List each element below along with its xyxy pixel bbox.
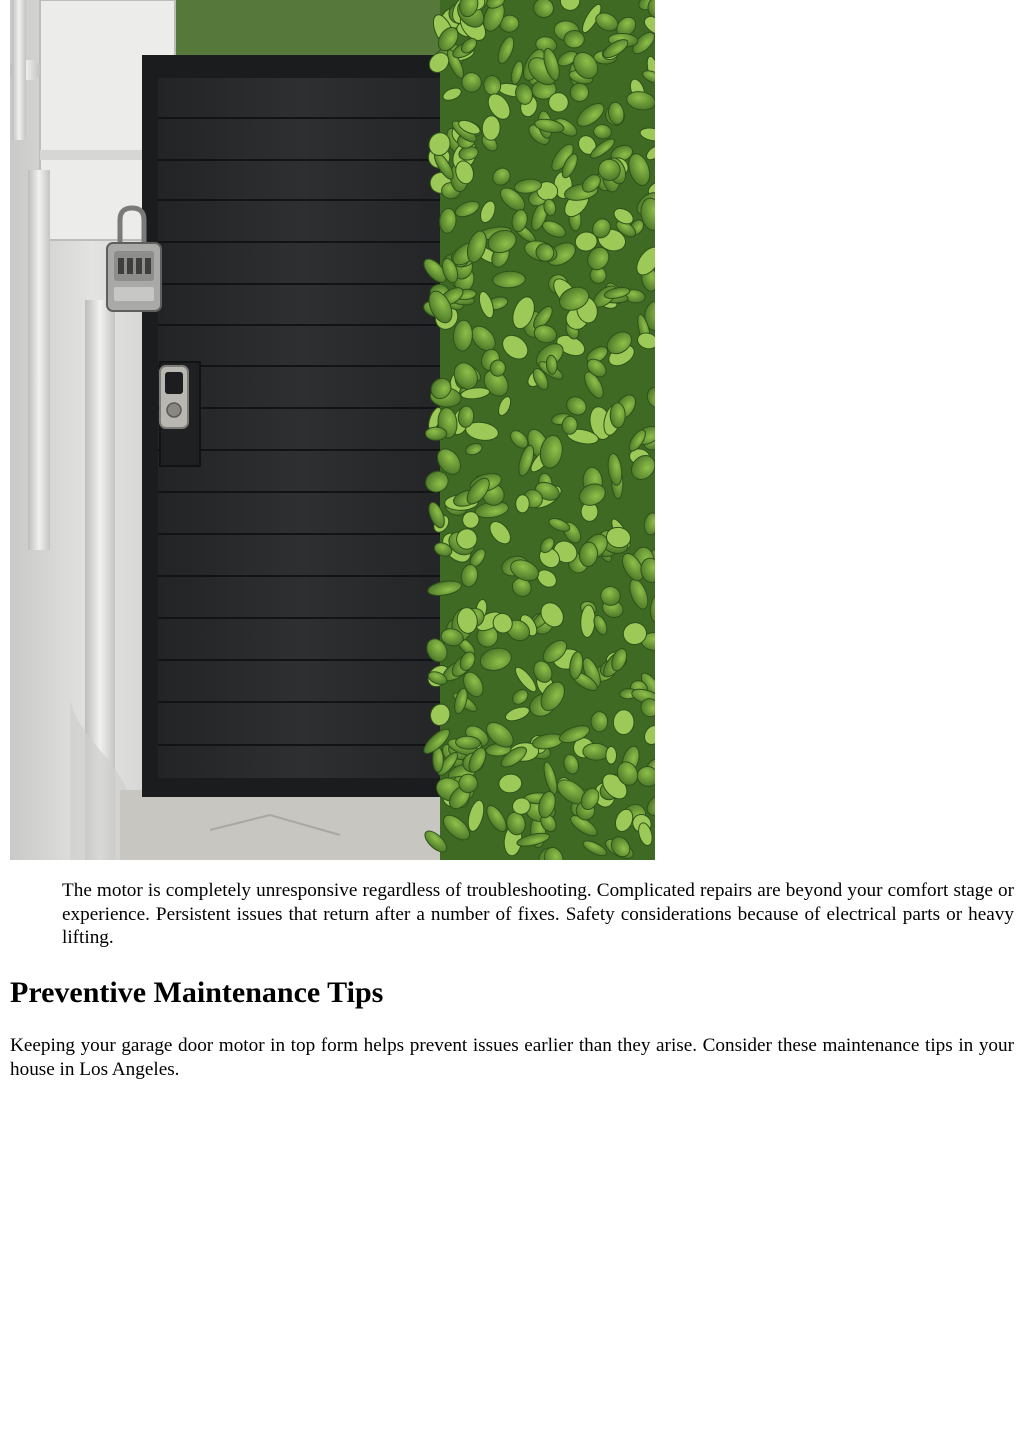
leaf	[515, 494, 529, 513]
gate-photo-illustration	[10, 0, 655, 860]
leaf	[610, 403, 625, 428]
leaf	[613, 709, 634, 735]
leaf	[562, 416, 578, 435]
ground	[120, 790, 460, 860]
leaf	[425, 427, 447, 441]
leaf	[564, 30, 585, 48]
smart-lock-icon	[160, 366, 188, 428]
leaf	[549, 93, 569, 112]
gate-photo	[10, 0, 655, 860]
leaf	[591, 712, 608, 732]
leaf	[606, 747, 617, 765]
section-heading: Preventive Maintenance Tips	[10, 976, 384, 1009]
troubleshooting-blockquote: The motor is completely unresponsive regardless of troubleshooting. Complicated repairs are beyond your comfort stage or experience. Persistent issues that return after a number of fixes. Safety considerations because of electrical parts or heavy lifting.	[62, 880, 1014, 948]
section-paragraph: Keeping your garage door motor in top form helps prevent issues earlier than they arise. Consider these maintenance tips in your house in Los Angeles.	[10, 1035, 1014, 1080]
